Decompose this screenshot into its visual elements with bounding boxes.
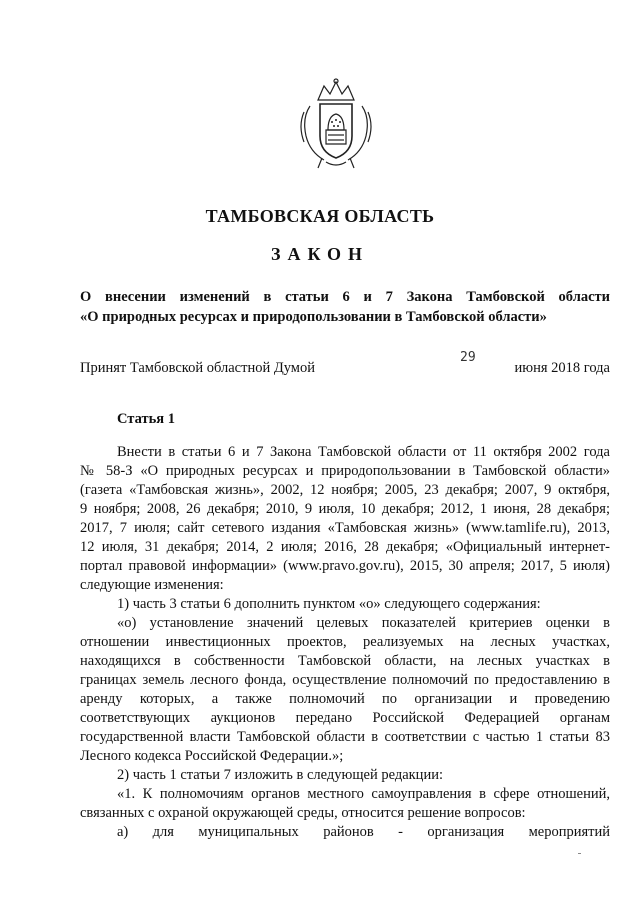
body-line: отношении инвестиционных проектов, реализуемых на лесных участках, <box>80 634 610 650</box>
adopted-by-text: Принят Тамбовской областной Думой <box>80 360 315 376</box>
adoption-line <box>80 350 610 376</box>
scan-speck <box>578 853 581 854</box>
body-line: Лесного кодекса Российской Федерации.»; <box>80 748 344 764</box>
body-line: Внести в статьи 6 и 7 Закона Тамбовской области от 11 октября 2002 года <box>117 444 610 460</box>
body-line: соответствующих аукционов передано Российской Федерацией органам <box>80 710 610 726</box>
article-body <box>80 443 610 842</box>
adoption-month-year: июня 2018 года <box>514 360 610 376</box>
body-line: следующие изменения: <box>80 577 224 593</box>
adoption-day: 29 <box>460 350 476 365</box>
body-line: аренду которых, а также полномочий по организации и проведению <box>80 691 610 707</box>
body-line: (газета «Тамбовская жизнь», 2002, 12 ноября; 2005, 23 декабря; 2007, 9 октября, <box>80 482 610 498</box>
body-line: 9 ноября; 2008, 26 декабря; 2010, 9 июля, 10 декабря; 2012, 1 июня, 28 декабря; <box>80 501 610 517</box>
body-line: 1) часть 3 статьи 6 дополнить пунктом «о» следующего содержания: <box>117 596 541 612</box>
body-line: находящихся в собственности Тамбовской области, на лесных участках в <box>80 653 610 669</box>
article-heading: Статья 1 <box>117 411 175 427</box>
document-type-heading: ЗАКОН <box>270 244 370 264</box>
body-line: «1. К полномочиям органов местного самоуправления в сфере отношений, <box>117 786 610 802</box>
body-line: портал правовой информации» (www.pravo.gov.ru), 2015, 30 апреля; 2017, 5 июля) <box>80 558 610 574</box>
body-line: 2) часть 1 статьи 7 изложить в следующей редакции: <box>117 767 443 783</box>
body-line: границах земель лесного фонда, осуществление полномочий по предоставлению в <box>80 672 610 688</box>
body-line: связанных с охраной окружающей среды, относится решение вопросов: <box>80 805 526 821</box>
law-title <box>80 287 610 327</box>
region-heading: ТАМБОВСКАЯ ОБЛАСТЬ <box>205 206 435 226</box>
tambov-coat-of-arms-emblem <box>296 78 376 170</box>
body-line: государственной власти Тамбовской области в соответствии с частью 1 статьи 83 <box>80 729 610 745</box>
law-title-line-1: О внесении изменений в статьи 6 и 7 Закона Тамбовской области <box>80 289 610 305</box>
body-line: № 58-З «О природных ресурсах и природопользовании в Тамбовской области» <box>80 463 610 479</box>
body-line: 2017, 7 июля; сайт сетевого издания «Тамбовская жизнь» (www.tamlife.ru), 2013, <box>80 520 610 536</box>
body-line: а) для муниципальных районов - организация мероприятий <box>117 824 610 840</box>
law-title-line-2: «О природных ресурсах и природопользовании в Тамбовской области» <box>80 309 547 325</box>
body-line: 12 июля, 31 декабря; 2014, 2 июля; 2016, 28 декабря; «Официальный интернет- <box>80 539 610 555</box>
body-line: «о) установление значений целевых показателей критериев оценки в <box>117 615 610 631</box>
